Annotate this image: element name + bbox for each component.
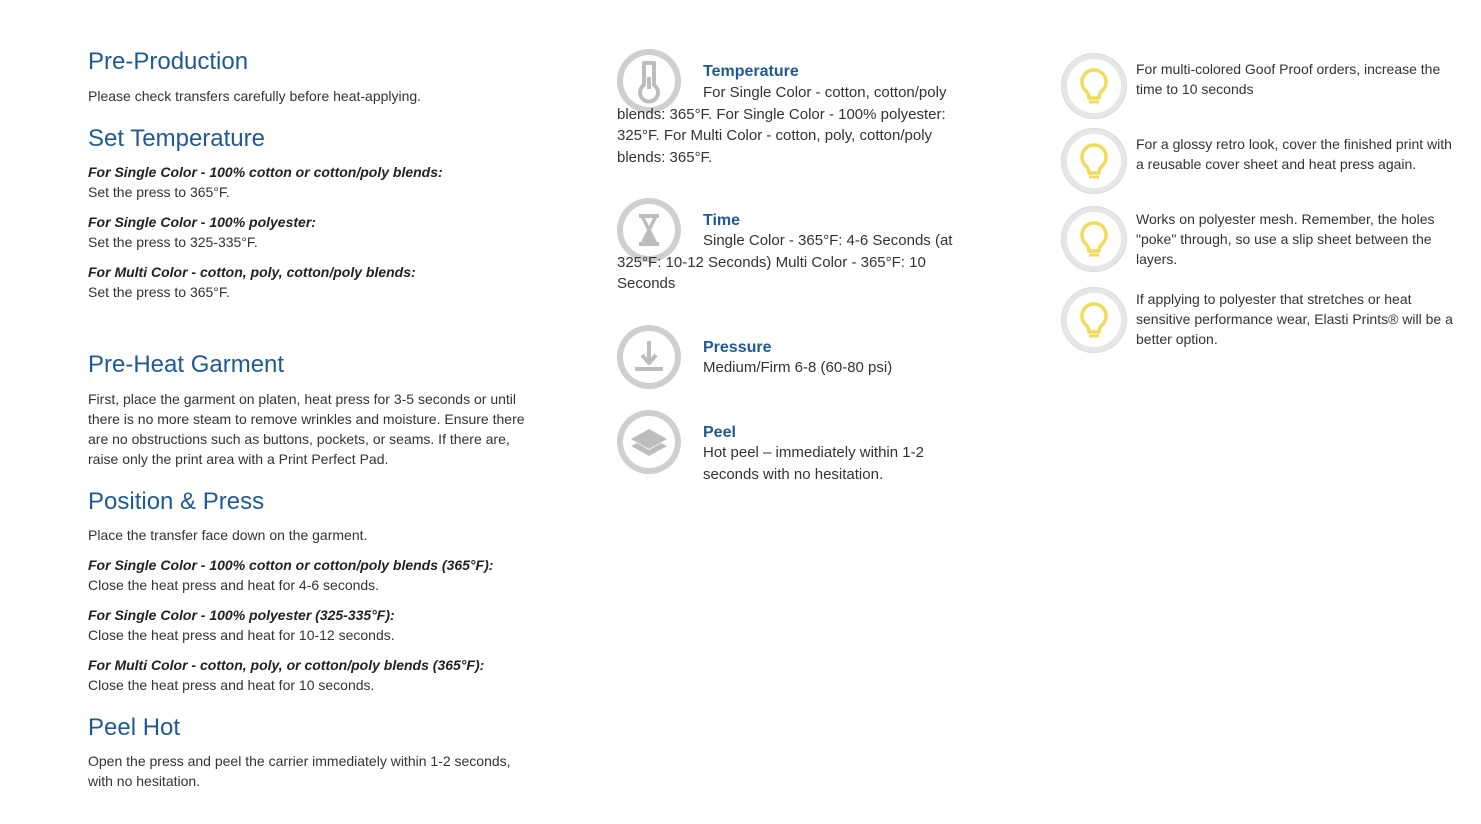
lightbulb-icon xyxy=(1061,206,1127,272)
time-title: Time xyxy=(703,212,741,229)
preproduction-text: Please check transfers carefully before heat-applying. xyxy=(88,88,422,104)
set-temp-item-3 xyxy=(88,262,416,302)
set-temp-item-label: For Single Color - 100% polyester: xyxy=(88,214,316,230)
position-press-intro: Place the transfer face down on the garment. xyxy=(88,527,368,543)
set-temp-item-text: Set the press to 365°F. xyxy=(88,284,230,300)
position-item-label: For Single Color - 100% polyester (325-335°F): xyxy=(88,607,395,623)
peel-text: Hot peel – immediately within 1-2 seconds with no hesitation. xyxy=(703,444,924,483)
set-temp-item-2 xyxy=(88,212,316,252)
position-press-heading: Position & Press xyxy=(88,488,265,515)
position-item-label: For Multi Color - cotton, poly, or cotton/poly blends (365°F): xyxy=(88,657,485,673)
set-temp-item-text: Set the press to 325-335°F. xyxy=(88,234,258,250)
peel-hot-heading: Peel Hot xyxy=(88,714,181,741)
tip-text: If applying to polyester that stretches or heat sensitive performance wear, Elasti Prints® will be a better option. xyxy=(1136,291,1453,347)
lightbulb-icon xyxy=(1061,287,1127,353)
position-item-text: Close the heat press and heat for 10 seconds. xyxy=(88,677,375,693)
tip-text: For a glossy retro look, cover the finished print with a reusable cover sheet and heat press again. xyxy=(1136,136,1452,172)
preheat-text: First, place the garment on platen, heat press for 3-5 seconds or until there is no more steam to remove wrinkles and moisture. Ensure there are no obstructions such as buttons, pockets, or seams. If there are, raise only the print area with a Print Perfect Pad. xyxy=(88,391,525,467)
peel-hot-text: Open the press and peel the carrier immediately within 1-2 seconds, with no hesitation. xyxy=(88,753,511,789)
lightbulb-icon xyxy=(1061,53,1127,119)
time-text-block xyxy=(617,230,972,295)
position-item-3 xyxy=(88,655,484,695)
temperature-text: For Single Color - cotton, cotton/poly blends: 365°F. For Single Color - 100% polyester: 325°F. For Multi Color - cotton, poly, cotton/poly blends: 365°F. xyxy=(617,84,947,166)
position-item-text: Close the heat press and heat for 10-12 seconds. xyxy=(88,627,395,643)
preheat-heading: Pre-Heat Garment xyxy=(88,351,285,378)
position-item-2 xyxy=(88,605,395,645)
set-temp-item-label: For Multi Color - cotton, poly, cotton/poly blends: xyxy=(88,264,416,280)
tip-text: For multi-colored Goof Proof orders, increase the time to 10 seconds xyxy=(1136,61,1441,97)
time-text: Single Color - 365°F: 4-6 Seconds (at 325°F: 10-12 Seconds) Multi Color - 365°F: 10 Seconds xyxy=(617,232,953,292)
pressure-text-block xyxy=(617,357,972,379)
set-temperature-heading: Set Temperature xyxy=(88,125,265,152)
position-item-text: Close the heat press and heat for 4-6 seconds. xyxy=(88,577,380,593)
peel-title: Peel xyxy=(703,424,736,441)
temperature-title: Temperature xyxy=(703,63,799,80)
set-temp-item-1 xyxy=(88,162,443,202)
pressure-text: Medium/Firm 6-8 (60-80 psi) xyxy=(703,359,893,376)
set-temp-item-text: Set the press to 365°F. xyxy=(88,184,230,200)
position-item-label: For Single Color - 100% cotton or cotton/poly blends (365°F): xyxy=(88,557,494,573)
position-item-1 xyxy=(88,555,493,595)
preproduction-heading: Pre-Production xyxy=(88,48,249,75)
lightbulb-icon xyxy=(1061,128,1127,194)
peel-text-block xyxy=(617,442,937,485)
tip-text: Works on polyester mesh. Remember, the holes "poke" through, so use a slip sheet between the layers. xyxy=(1136,211,1435,267)
pressure-title: Pressure xyxy=(703,339,772,356)
set-temp-item-label: For Single Color - 100% cotton or cotton/poly blends: xyxy=(88,164,443,180)
temperature-text-block xyxy=(617,82,972,168)
